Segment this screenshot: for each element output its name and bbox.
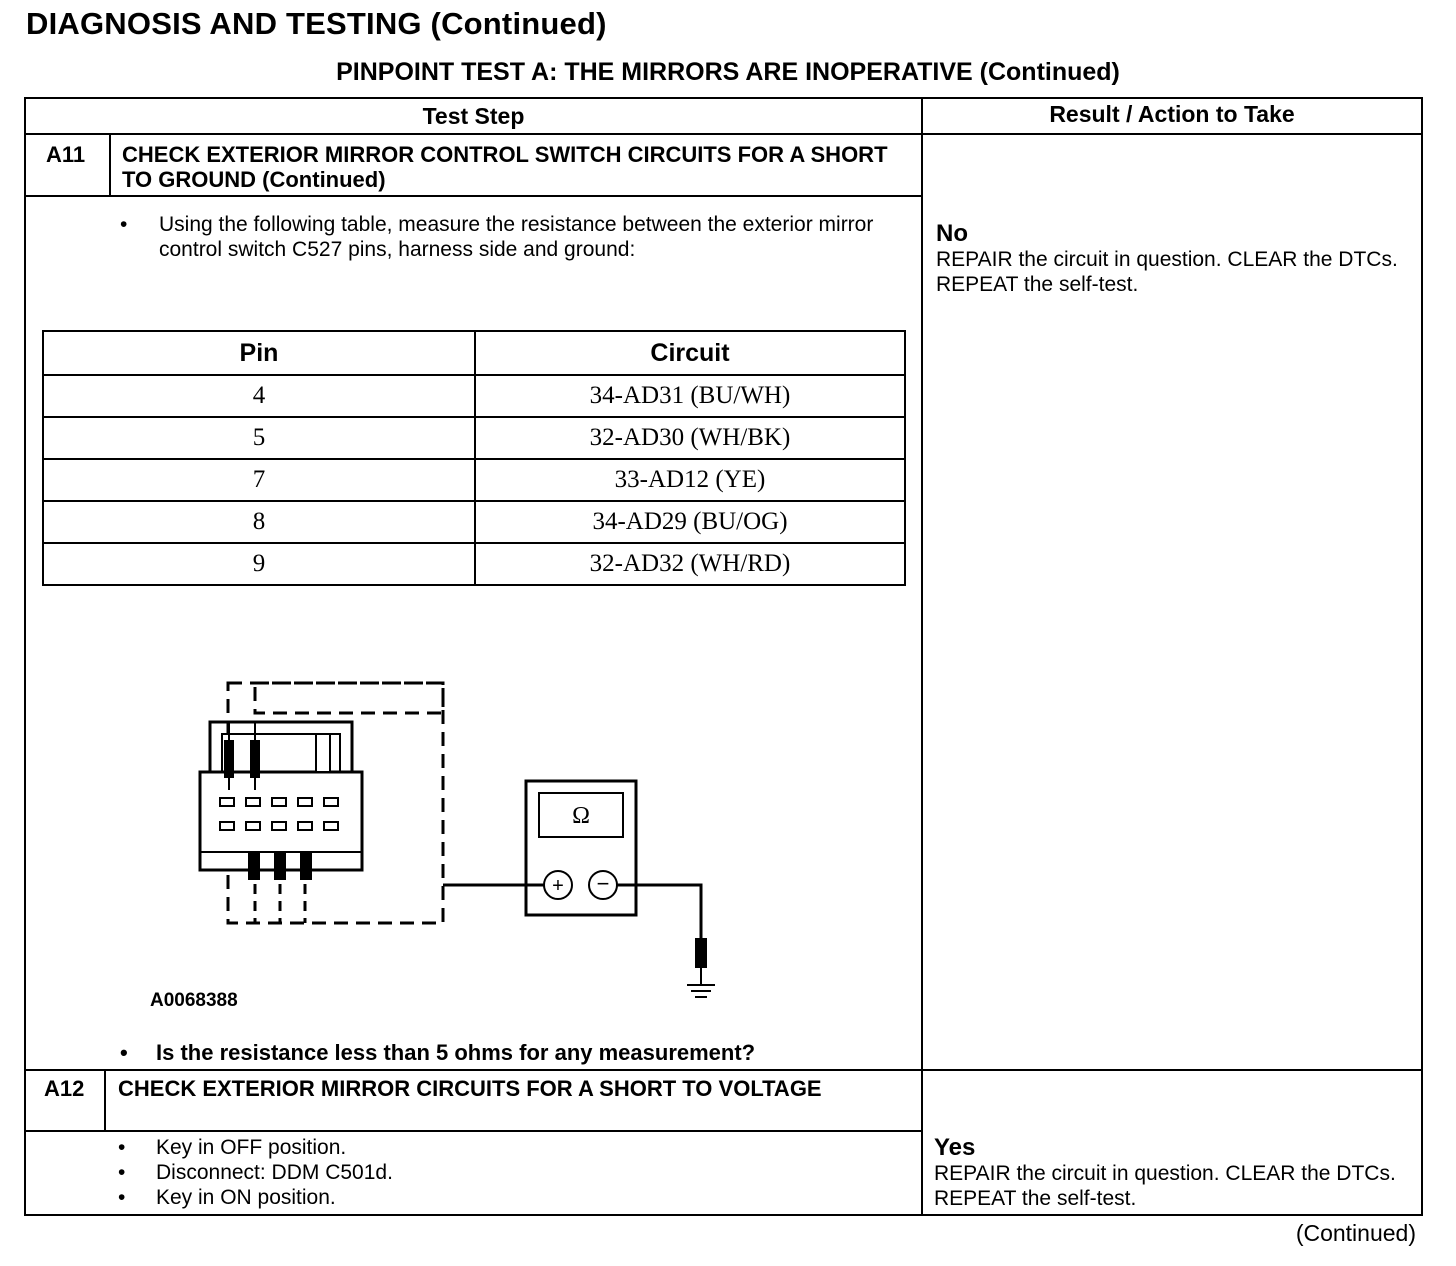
ground-icon — [687, 938, 715, 997]
pin-column-header: Pin — [43, 331, 475, 375]
svg-text:+: + — [552, 875, 564, 897]
step-id-a11: A11 — [46, 142, 86, 167]
column-header-result: Result / Action to Take — [1049, 101, 1295, 127]
ohm-symbol: Ω — [572, 803, 590, 829]
harness-outline-inner — [255, 683, 443, 713]
ohmmeter-icon — [526, 781, 636, 915]
bullet-icon: • — [118, 1186, 126, 1209]
list-item: • Disconnect: DDM C501d. — [118, 1161, 393, 1184]
figure-id: A0068388 — [150, 990, 238, 1011]
circuit-column-header: Circuit — [475, 331, 905, 375]
a11-result-label: No — [936, 220, 968, 247]
list-item: • Key in ON position. — [118, 1186, 336, 1209]
pinpoint-test-title: PINPOINT TEST A: THE MIRRORS ARE INOPERATIVE (Continued) — [336, 58, 1120, 86]
circuit-cell: 34-AD29 (BU/OG) — [475, 501, 905, 543]
list-item: • Key in OFF position. — [118, 1136, 347, 1159]
continued-label: (Continued) — [1295, 1220, 1416, 1246]
bullet-icon: • — [118, 1161, 126, 1184]
pin-cell: 4 — [43, 375, 475, 417]
column-header-test-step: Test Step — [422, 103, 525, 129]
step-id-a12: A12 — [44, 1076, 85, 1101]
circuit-cell: 34-AD31 (BU/WH) — [475, 375, 905, 417]
circuit-cell: 32-AD30 (WH/BK) — [475, 417, 905, 459]
pin-cell: 8 — [43, 501, 475, 543]
step-title-a12: CHECK EXTERIOR MIRROR CIRCUITS FOR A SHORT TO VOLTAGE — [118, 1076, 822, 1101]
circuit-cell: 32-AD32 (WH/RD) — [475, 543, 905, 585]
a11-instruction-text: Using the following table, measure the resistance between the exterior mirror control switch C527 pins, harness side and ground: — [159, 213, 874, 261]
circuit-cell: 33-AD12 (YE) — [475, 459, 905, 501]
pin-cell: 9 — [43, 543, 475, 585]
connector-c527-icon — [200, 722, 362, 880]
a11-question — [120, 1040, 900, 1065]
bullet-icon: • — [120, 213, 128, 236]
step-title-a11: CHECK EXTERIOR MIRROR CONTROL SWITCH CIRCUITS FOR A SHORT TO GROUND (Continued) — [122, 142, 888, 192]
bullet-icon: • — [118, 1136, 126, 1159]
a11-question-text: Is the resistance less than 5 ohms for any measurement? — [156, 1040, 756, 1065]
a11-result-action: REPAIR the circuit in question. CLEAR the DTCs. REPEAT the self-test. — [936, 248, 1398, 296]
a12-result-label: Yes — [934, 1134, 976, 1161]
svg-text:−: − — [596, 871, 610, 896]
page-title: DIAGNOSIS AND TESTING (Continued) — [26, 6, 607, 41]
pin-cell: 7 — [43, 459, 475, 501]
bullet-icon: • — [120, 1040, 128, 1065]
pin-cell: 5 — [43, 417, 475, 459]
a12-result-action: REPAIR the circuit in question. CLEAR the DTCs. REPEAT the self-test. — [934, 1162, 1396, 1210]
